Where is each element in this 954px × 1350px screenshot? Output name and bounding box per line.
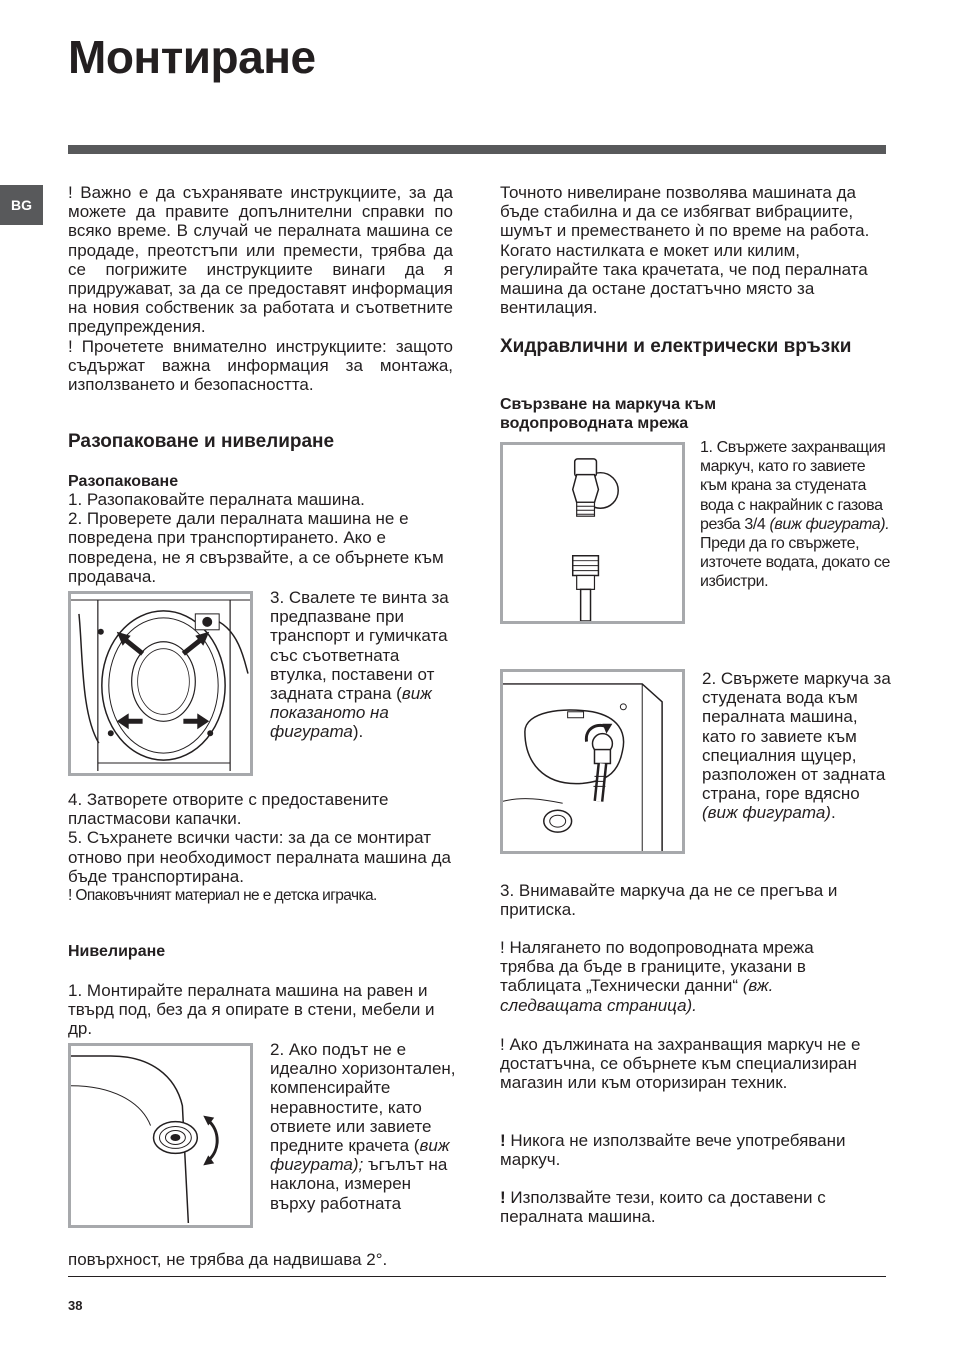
note-used-hose-text: Никога не използвайте вече употребявани маркуч. xyxy=(500,1131,846,1170)
hose-step-1-italic: (виж фигурата). xyxy=(769,515,890,533)
note-pressure xyxy=(500,938,870,1015)
machine-back-figure xyxy=(68,591,253,776)
hose-title: Свързване на маркуча към водопроводната мрежа xyxy=(500,396,717,432)
unpack-step-4: 4. Затворете отворите с предоставените пластмасови капачки. xyxy=(68,790,389,829)
level-step-2-end: ъгълът на наклона, измерен върху работната xyxy=(270,1155,448,1213)
note-used-hose xyxy=(500,1131,890,1169)
hose-step-1 xyxy=(700,438,890,592)
note-supplied-hose-text: Използвайте тези, които са доставени с пералната машина. xyxy=(500,1188,826,1227)
unpack-title: Разопаковане xyxy=(68,473,179,490)
note-pressure-italic: (вж. следващата страница). xyxy=(500,976,774,1015)
note-supplied-hose-mark: ! xyxy=(500,1188,506,1207)
hose-step-3: 3. Внимавайте маркуча да не се прегъва и притиска. xyxy=(500,881,838,920)
unpack-step-5: 5. Съхранете всички части: за да се монтират отново при необходимост пералната машина да бъде транспортирана. xyxy=(68,828,451,886)
unpack-step-2: 2. Проверете дали пералната машина не е повредена при транспортирането. Ако е повредена, не я свързвайте, а се обърнете към продавача. xyxy=(68,509,444,586)
unpack-steps-1-2 xyxy=(68,490,458,586)
leveling-foot-icon xyxy=(71,1046,250,1225)
hose-step-2-end: . xyxy=(830,803,836,823)
right-intro: Точното нивелиране позволява машината да бъде стабилна и да се избягват вибрациите, шумът и преместването ѝ по време на работа. Когато настилката е мокет или килим, регулирайте така крачетата, че под пералната машина да остане достатъчно място за вентилация. xyxy=(500,183,870,318)
leveling-foot-figure xyxy=(68,1043,253,1228)
level-step-2-tail: повърхност, не трябва да надвишава 2°. xyxy=(68,1250,388,1269)
note-pressure-text: ! Налягането по водопроводната мрежа трябва да бъде в границите, указани в таблицата „Технически данни“ xyxy=(500,938,814,996)
unpack-step-3 xyxy=(270,588,460,742)
intro-paragraph-1: ! Важно е да съхранявате инструкциите, за да можете да правите допълнителни справки по всяко време. В случай че пералната машина се продаде, преотстъпи или премести, трябва да се погрижите инструкциите винаги да я придружават, за да се предоставят информация на новия собственик за работата и съответните предупреждения. xyxy=(68,183,453,337)
unpack-note: ! Опаковъчният материал не е детска играчка. xyxy=(68,887,377,905)
unpack-step-1: 1. Разопаковайте пералната машина. xyxy=(68,490,365,509)
level-step-2-italic: виж фигурата); xyxy=(270,1136,450,1175)
section-unpack-level-title: Разопаковане и нивелиране xyxy=(68,431,335,452)
hose-connection-figure xyxy=(500,669,685,854)
note-supplied-hose xyxy=(500,1188,890,1226)
hose-step-2-text: 2. Свържете маркуча за студената вода към пералната машина, като го завиете към специалния щуцер, разположен от задната страна, горе вдясно xyxy=(702,669,891,804)
footer-rule xyxy=(68,1276,886,1277)
note-length: ! Ако дължината на захранващия маркуч не е достатъчна, се обърнете към специализиран магазин или към оторизиран техник. xyxy=(500,1035,861,1093)
hose-step-1-text: 1. Свържете захранващия маркуч, като го завиете към крана за студената вода с накрайник с газова резба 3/4 xyxy=(700,439,886,533)
note-used-hose-mark: ! xyxy=(500,1131,506,1150)
section-connections-title: Хидравлични и електрически връзки xyxy=(500,336,852,357)
page-number: 38 xyxy=(68,1298,83,1313)
machine-back-icon xyxy=(71,594,250,773)
level-step-2 xyxy=(270,1040,460,1213)
title-rule xyxy=(68,145,886,154)
hose-step-2 xyxy=(702,669,892,823)
intro-paragraph-2: ! Прочетете внимателно инструкциите: защото съдържат важна информация за монтажа, използването и безопасността. xyxy=(68,336,453,395)
unpack-steps-4-5 xyxy=(68,790,458,905)
hose-connection-icon xyxy=(503,672,682,851)
hose-step-2-italic: (виж фигурата) xyxy=(702,803,831,823)
unpack-step-3-end: ). xyxy=(352,722,364,742)
level-step-1: 1. Монтирайте пералната машина на равен и твърд под, без да я опирате в стени, мебели и др. xyxy=(68,981,435,1039)
water-tap-icon xyxy=(503,445,682,621)
intro-block xyxy=(68,183,453,394)
level-step-2-text: 2. Ако подът не е идеално хоризонтален, компенсирайте неравностите, като отвиете или завиете предните крачета ( xyxy=(270,1040,456,1156)
page-title: Монтиране xyxy=(68,31,316,83)
unpack-step-3-italic: виж показаното на фигурата xyxy=(270,684,432,742)
hose-step-1-end: Преди да го свържете, източете водата, докато се избистри. xyxy=(700,535,890,591)
language-tab: BG xyxy=(0,185,43,225)
water-tap-figure xyxy=(500,442,685,624)
unpack-step-3-text: 3. Свалете те винта за предпазване при транспорт и гумичката със съответната втулка, поставени от задната страна ( xyxy=(270,588,449,704)
level-title: Нивелиране xyxy=(68,943,166,960)
